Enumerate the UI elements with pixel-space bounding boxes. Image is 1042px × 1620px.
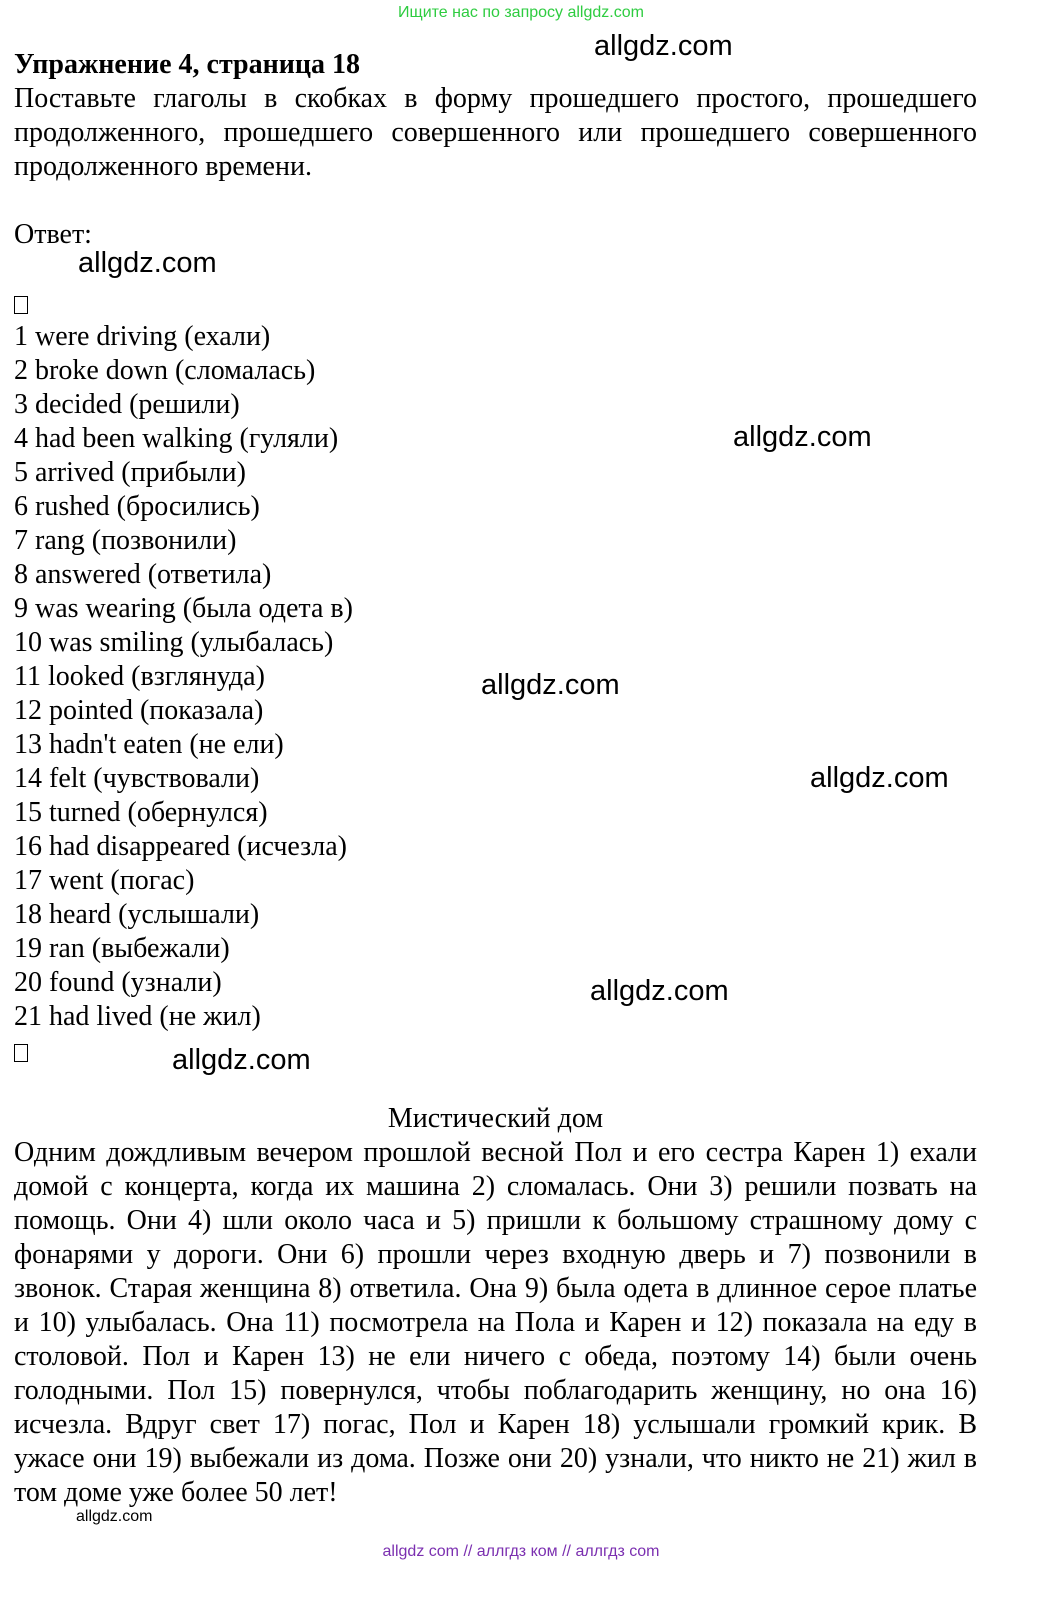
list-item: 20 found (узнали) [14,967,222,998]
spacer [14,1068,977,1102]
list-item: 19 ran (выбежали) [14,933,230,964]
list-item: 9 was wearing (была одета в) [14,593,353,624]
watermark: allgdz.com [594,30,733,62]
exercise-instructions: Поставьте глаголы в скобках в форму прошедшего простого, прошедшего продолженного, прошедшего совершенного или прошедшего совершенного продолженного времени. [14,83,977,182]
list-item: 4 had been walking (гуляли) [14,423,339,454]
list-item: 21 had lived (не жил) [14,1001,261,1032]
list-item: 5 arrived (прибыли) [14,457,246,488]
top-banner: Ищите нас по запросу allgdz.com [398,4,644,21]
story-title: Мистический дом [387,1103,604,1134]
list-item: 10 was smiling (улыбалась) [14,627,334,658]
list-item: 6 rushed (бросились) [14,491,260,522]
list-item: 12 pointed (показала) [14,695,264,726]
box-row-top [14,286,977,320]
list-item: 11 looked (взглянуда) [14,661,265,692]
list-item: 7 rang (позвонили) [14,525,237,556]
list-item: 8 answered (ответила) [14,559,272,590]
watermark: allgdz.com [172,1044,311,1076]
missing-glyph-icon [14,1044,28,1062]
story-text: Одним дождливым вечером прошлой весной Пол и его сестра Карен 1) ехали домой с концерта, когда их машина 2) сломалась. Они 3) решили позвать на помощь. Они 4) шли около часа и 5) пришли к большому страшному дому с фонарями у дороги. Они 6) прошли через входную дверь и 7) позвонили в звонок. Старая женщина 8) ответила. Она 9) была одета в длинное серое платье и 10) улыбалась. Она 11) посмотрела на Пола и Карен и 12) показала на еду в столовой. Пол и Карен 13) не ели ничего с обеда, поэтому 14) были очень голодными. Пол 15) повернулся, чтобы поблагодарить женщину, но она 16) исчезла. Вдруг свет 17) погас, Пол и Карен 18) услышали громкий крик. В ужасе они 19) выбежали из дома. Позже они 20) узнали, что никто не 21) жил в том доме уже более 50 лет! [14,1137,977,1508]
list-item: 16 had disappeared (исчезла) [14,831,347,862]
list-item: 14 felt (чувствовали) [14,763,260,794]
watermark: allgdz.com [733,421,872,453]
answer-label: Ответ: [14,219,92,250]
list-item: 18 heard (услышали) [14,899,260,930]
watermark-small: allgdz.com [76,1508,153,1525]
watermark: allgdz.com [481,669,620,701]
list-item: 13 hadn't eaten (не ели) [14,729,284,760]
box-row-bottom [14,1034,977,1068]
list-item: 1 were driving (ехали) [14,321,271,352]
list-item: 3 decided (решили) [14,389,240,420]
footer: allgdz com // аллгдз ком // аллгдз com [382,1543,660,1560]
list-item: 17 went (погас) [14,865,195,896]
list-item: 15 turned (обернулся) [14,797,268,828]
exercise-title: Упражнение 4, страница 18 [14,49,361,80]
watermark: allgdz.com [810,762,949,794]
watermark: allgdz.com [78,247,217,279]
watermark: allgdz.com [590,975,729,1007]
missing-glyph-icon [14,296,28,314]
list-item: 2 broke down (сломалась) [14,355,316,386]
